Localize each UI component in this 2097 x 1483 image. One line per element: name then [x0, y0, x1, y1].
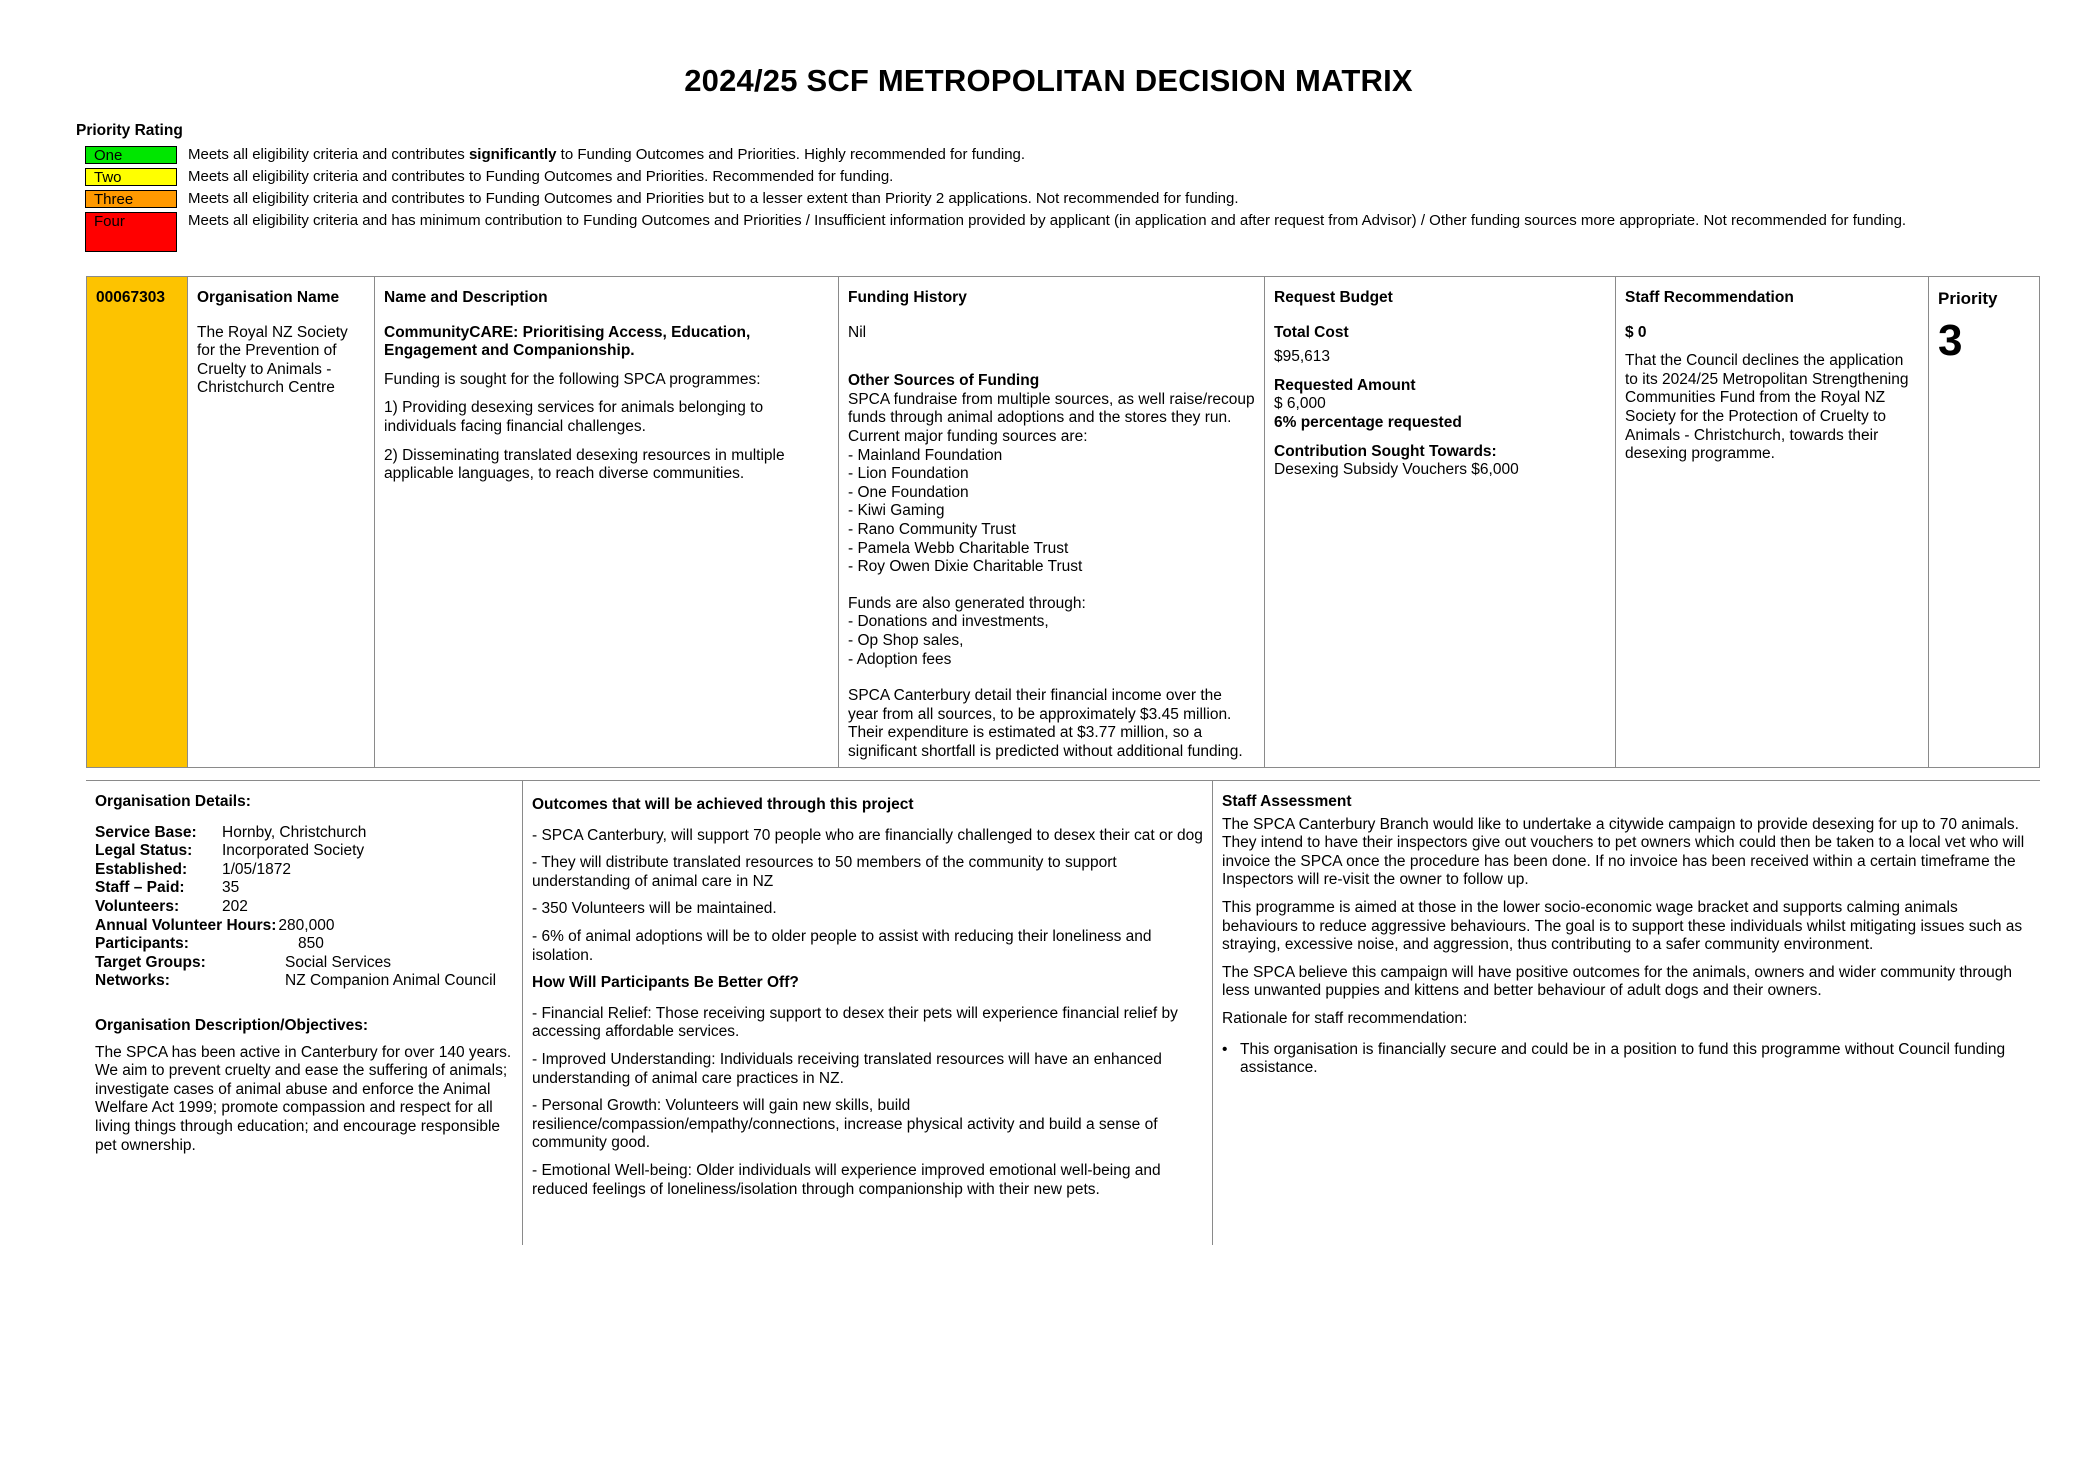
- organisation-description: The SPCA has been active in Canterbury for over 140 years. We aim to prevent cruelty and ease the suffering of animals; investigate cases of animal abuse and enforce the Animal Welfare Act 1999; promote compassion and respect for all living things through education; and encourage responsible pet ownership.: [95, 1043, 512, 1154]
- description-point: 1) Providing desexing services for animals belonging to individuals facing financial challenges.: [384, 399, 764, 435]
- organisation-cell: [188, 277, 375, 767]
- generated-intro: Funds are also generated through:: [848, 594, 1086, 612]
- other-sources-header: Other Sources of Funding: [848, 372, 1040, 390]
- better-off-heading: How Will Participants Be Better Off?: [532, 974, 799, 992]
- staff-recommendation-header: Staff Recommendation: [1625, 289, 1794, 306]
- generated-item: - Adoption fees: [848, 650, 952, 668]
- generated-item: - Donations and investments,: [848, 613, 1049, 631]
- organisation-description-heading: Organisation Description/Objectives:: [95, 1016, 369, 1034]
- request-budget-cell: [1265, 277, 1616, 767]
- priority-cell: [1929, 277, 2039, 767]
- contribution-label: Contribution Sought Towards:: [1274, 442, 1497, 460]
- detail-row: Annual Volunteer Hours: 280,000: [95, 916, 335, 934]
- staff-recommendation-cell: [1616, 277, 1929, 767]
- better-off-item: - Personal Growth: Volunteers will gain new skills, build resilience/compassion/empathy/connections, increase physical activity and build a sense of community good.: [532, 1097, 1158, 1152]
- funding-source-item: - Kiwi Gaming: [848, 502, 945, 520]
- description-header: Name and Description: [384, 289, 548, 306]
- outcome-item: - 350 Volunteers will be maintained.: [532, 900, 777, 918]
- priority-legend-row-four: [85, 212, 1985, 252]
- better-off-item: - Financial Relief: Those receiving support to desex their pets will experience financial relief by accessing affordable services.: [532, 1004, 1178, 1041]
- priority-legend-row-two: [85, 168, 1985, 186]
- detail-row: Target Groups: Social Services: [95, 953, 391, 971]
- priority-legend-text-two: Meets all eligibility criteria and contributes to Funding Outcomes and Priorities. Recommended for funding.: [188, 168, 894, 185]
- priority-swatch-three: Three: [85, 190, 177, 208]
- generated-item: - Op Shop sales,: [848, 631, 964, 649]
- priority-legend-row-three: [85, 190, 1985, 208]
- outcome-item: - 6% of animal adoptions will be to older people to assist with reducing their loneliness and isolation.: [532, 927, 1152, 964]
- application-id: 00067303: [96, 289, 165, 306]
- description-intro: Funding is sought for the following SPCA programmes:: [384, 370, 761, 388]
- detail-row: Participants: 850: [95, 935, 324, 953]
- funding-history-cell: [839, 277, 1265, 767]
- project-title: CommunityCARE: Prioritising Access, Education, Engagement and Companionship.: [384, 323, 751, 360]
- funding-history-value: Nil: [848, 323, 867, 341]
- funding-source-item: - Rano Community Trust: [848, 520, 1016, 538]
- priority-header: Priority: [1938, 289, 1998, 308]
- detail-row: Staff – Paid: 35: [95, 879, 240, 897]
- application-table: [86, 276, 2040, 768]
- priority-swatch-four: Four: [85, 212, 177, 252]
- organisation-header: Organisation Name: [197, 289, 340, 306]
- rationale-bullet: [1222, 1041, 2031, 1078]
- organisation-details-heading: Organisation Details:: [95, 793, 251, 810]
- total-cost-value: $95,613: [1274, 348, 1331, 366]
- better-off-item: - Emotional Well-being: Older individuals will experience improved emotional well-being and reduced feelings of loneliness/isolation through companionship with their new pets.: [532, 1161, 1161, 1198]
- detail-row: Volunteers: 202: [95, 897, 248, 915]
- requested-amount-label: Requested Amount: [1274, 376, 1416, 394]
- funding-source-item: - Pamela Webb Charitable Trust: [848, 539, 1069, 557]
- detail-row: Legal Status: Incorporated Society: [95, 842, 365, 860]
- priority-swatch-two: Two: [85, 168, 177, 186]
- staff-recommendation-text: That the Council declines the application to its 2024/25 Metropolitan Strengthening Communities Fund from the Royal NZ Society for the Protection of Cruelty to Animals - Christchurch, towards their desexing programme.: [1625, 352, 1909, 463]
- details-section: [86, 780, 2040, 1245]
- funding-source-item: - Lion Foundation: [848, 465, 969, 483]
- outcome-item: - They will distribute translated resources to 50 members of the community to support understanding of animal care in NZ: [532, 854, 1117, 890]
- requested-amount-value: $ 6,000: [1274, 395, 1326, 413]
- description-cell: [375, 277, 839, 767]
- organisation-name: The Royal NZ Society for the Prevention of Cruelty to Animals - Christchurch Centre: [197, 323, 348, 397]
- detail-row: Service Base: Hornby, Christchurch: [95, 823, 367, 841]
- outcomes-panel: [523, 781, 1213, 1245]
- percentage-requested: 6% percentage requested: [1274, 413, 1462, 431]
- organisation-details-panel: [86, 781, 523, 1245]
- total-cost-label: Total Cost: [1274, 323, 1349, 341]
- staff-recommended-amount: $ 0: [1625, 323, 1647, 341]
- contribution-value: Desexing Subsidy Vouchers $6,000: [1274, 461, 1519, 479]
- detail-row: Established: 1/05/1872: [95, 860, 291, 878]
- assessment-paragraph: This programme is aimed at those in the lower socio-economic wage bracket and supports calming animals behaviours to reduce aggressive behaviours. The goal is to support these individuals whilst mitigating issues such as straying, excessive noise, and aggression, thus contributing to a safer community environment.: [1222, 898, 2023, 954]
- priority-legend-text-one: Meets all eligibility criteria and contributes significantly to Funding Outcomes and Priorities. Highly recommended for funding.: [188, 146, 1026, 163]
- outcomes-heading: Outcomes that will be achieved through this project: [532, 796, 914, 813]
- application-id-cell: [87, 277, 188, 767]
- outcome-item: - SPCA Canterbury, will support 70 people who are financially challenged to desex their cat or dog: [532, 826, 1203, 844]
- rationale-text: This organisation is financially secure and could be in a position to fund this programme without Council funding assistance.: [1240, 1040, 2006, 1077]
- other-sources-text: SPCA fundraise from multiple sources, as well raise/recoup funds through animal adoptions and the stores they run. Current major funding sources are:: [848, 390, 1255, 445]
- staff-assessment-panel: [1213, 781, 2040, 1245]
- funding-source-item: - Mainland Foundation: [848, 446, 1003, 464]
- description-point: 2) Disseminating translated desexing resources in multiple applicable languages, to reach diverse communities.: [384, 446, 785, 483]
- assessment-paragraph: The SPCA believe this campaign will have positive outcomes for the animals, owners and wider community through less unwanted puppies and kittens and better behaviour of adult dogs and their owners.: [1222, 963, 2013, 1000]
- priority-legend-text-four: Meets all eligibility criteria and has minimum contribution to Funding Outcomes and Priorities / Insufficient information provided by applicant (in application and after request from Advisor) / Other funding sources more appropriate. Not recommended for funding.: [188, 212, 1907, 229]
- rationale-heading: Rationale for staff recommendation:: [1222, 1009, 1468, 1027]
- staff-assessment-heading: Staff Assessment: [1222, 793, 1352, 810]
- financial-note: SPCA Canterbury detail their financial income over the year from all sources, to be approximately $3.45 million. Their expenditure is estimated at $3.77 million, so a significant shortfall is predicted without additional funding.: [848, 687, 1243, 760]
- page-title: 2024/25 SCF METROPOLITAN DECISION MATRIX: [684, 63, 1413, 98]
- bullet-dot-icon: •: [1222, 1040, 1228, 1058]
- assessment-paragraph: The SPCA Canterbury Branch would like to undertake a citywide campaign to provide desexing for up to 70 animals. They intend to have their inspectors give out vouchers to pet owners which could then be taken to a local vet who will invoice the SPCA once the procedure has been done. If no invoice has been received within a certain timeframe the Inspectors will re-visit the owner to follow up.: [1222, 815, 2025, 889]
- priority-swatch-one: One: [85, 146, 177, 164]
- funding-source-item: - One Foundation: [848, 483, 969, 501]
- priority-rating-heading: Priority Rating: [76, 122, 183, 139]
- priority-legend-text-three: Meets all eligibility criteria and contributes to Funding Outcomes and Priorities but to a lesser extent than Priority 2 applications. Not recommended for funding.: [188, 190, 1239, 207]
- detail-row: Networks: NZ Companion Animal Council: [95, 972, 497, 990]
- priority-legend: [85, 146, 1985, 256]
- better-off-item: - Improved Understanding: Individuals receiving translated resources will have an enhanced understanding of animal care practices in NZ.: [532, 1050, 1162, 1087]
- funding-history-header: Funding History: [848, 289, 967, 306]
- priority-value: 3: [1938, 316, 1963, 366]
- request-budget-header: Request Budget: [1274, 289, 1393, 306]
- funding-source-item: - Roy Owen Dixie Charitable Trust: [848, 558, 1083, 576]
- priority-legend-row-one: [85, 146, 1985, 164]
